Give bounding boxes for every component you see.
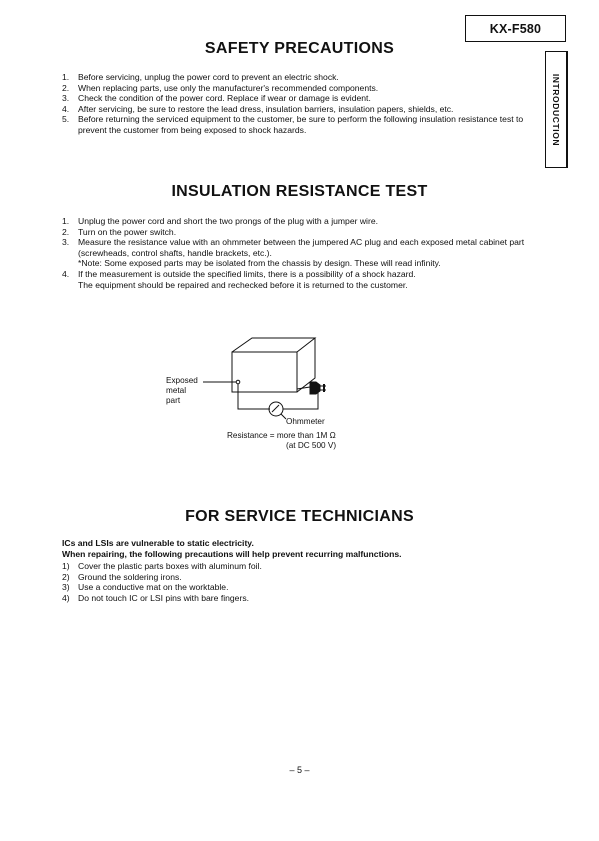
- ohmmeter: [269, 402, 283, 416]
- list-item: 2) Ground the soldering irons.: [62, 571, 182, 582]
- cabinet-top: [232, 338, 315, 352]
- note-text: *Note: Some exposed parts may be isolated from the chassis by design. These will read infinity.: [78, 258, 441, 269]
- side-tab-rule: [566, 51, 568, 168]
- list-item: 1. Before servicing, unplug the power cord to prevent an electric shock.: [62, 72, 339, 82]
- list-item: 2. Turn on the power switch.: [62, 226, 177, 237]
- insulation-list: [62, 216, 572, 290]
- label-dc: (at DC 500 V): [286, 441, 337, 450]
- list-item: 5. Before returning the serviced equipment to the customer, be sure to perform the following insulation resistance test to prevent the customer from being exposed to shock hazards.: [62, 114, 524, 135]
- technicians-title: FOR SERVICE TECHNICIANS: [185, 508, 414, 525]
- repair-precaution-intro: When repairing, the following precautions will help prevent recurring malfunctions.: [62, 549, 402, 559]
- note-text: The equipment should be repaired and rechecked before it is returned to the customer.: [78, 279, 408, 290]
- insulation-test-diagram: [160, 335, 420, 455]
- label-exposed-1: Exposed: [166, 376, 198, 385]
- list-item: 4) Do not touch IC or LSI pins with bare fingers.: [62, 592, 250, 603]
- model-number-box: [465, 15, 566, 42]
- label-resistance: Resistance = more than 1M Ω: [227, 431, 336, 440]
- page-number: – 5 –: [289, 765, 310, 775]
- list-item: 3) Use a conductive mat on the worktable.: [62, 582, 229, 593]
- list-item: 1) Cover the plastic parts boxes with aluminum foil.: [62, 561, 262, 571]
- list-item: 4. After servicing, be sure to restore the lead dress, insulation barriers, insulation papers, shields, etc.: [62, 103, 454, 114]
- safety-title: SAFETY PRECAUTIONS: [204, 40, 395, 57]
- static-warning: ICs and LSIs are vulnerable to static electricity.: [62, 538, 254, 548]
- technicians-list: [62, 561, 532, 603]
- insulation-title: INSULATION RESISTANCE TEST: [171, 183, 428, 200]
- section-side-tab: [545, 51, 566, 168]
- list-item: 3. Measure the resistance value with an ohmmeter between the jumpered AC plug and each exposed metal cabinet part (screwheads, control shafts, handle brackets, etc.). *Note: Some exposed parts may be isolated from the chassis by design. These will read infinity.: [62, 237, 525, 269]
- model-number: KX-F580: [489, 21, 542, 36]
- list-item: 1. Unplug the power cord and short the two prongs of the plug with a jumper wire.: [62, 216, 378, 226]
- list-item: 2. When replacing parts, use only the manufacturer's recommended components.: [62, 82, 379, 93]
- label-exposed-3: part: [166, 396, 181, 405]
- ac-plug: [310, 382, 320, 394]
- list-item: 3. Check the condition of the power cord. Replace if wear or damage is evident.: [62, 93, 371, 104]
- safety-list: [62, 72, 532, 136]
- list-item: 4. If the measurement is outside the specified limits, there is a possibility of a shock hazard. The equipment should be repaired and rechecked before it is returned to the customer.: [62, 268, 416, 290]
- side-tab-label: INTRODUCTION: [551, 73, 561, 146]
- label-ohmmeter: Ohmmeter: [286, 417, 325, 426]
- label-exposed-2: metal: [166, 386, 187, 395]
- cabinet-front: [232, 352, 297, 392]
